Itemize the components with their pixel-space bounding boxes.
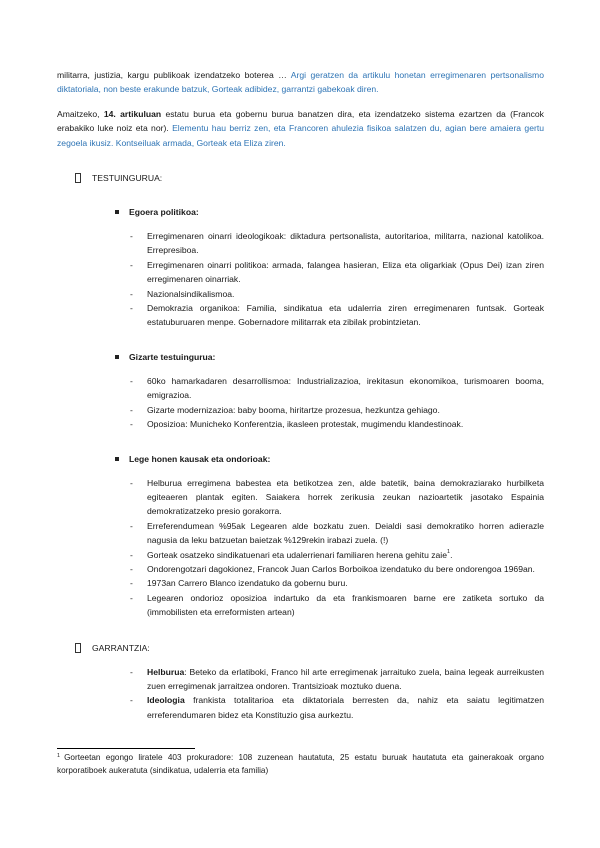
dash-bullet: - [130, 259, 133, 270]
intro-p2-highlight: Elementu hau berriz zen, eta Francoren ahulezia fisikoa salatzen du, agian bere amaiera gertu zegoela ikusiz. Kontseiluak armada, Gorteak eta Eliza ziren. [57, 123, 545, 148]
dash-bullet: - [130, 477, 133, 488]
gizarte-testuingurua-list [57, 374, 544, 432]
document-page [57, 68, 544, 722]
dash-bullet: - [130, 231, 133, 242]
list-item-text: : Beteko da erlatiboki, Franco hil arte erregimenak jarraituko zuela, baina legeak aurreikusten zuen erregimenak jarraitzea ondoren. Trantsizioak moztuko duena. [147, 666, 544, 691]
square-bullet-icon [115, 355, 119, 359]
dash-bullet: - [130, 549, 133, 560]
footnote-text: Gorteetan egongo liratele 403 prokuradore: 108 zuzenean hautatuta, 25 estatu buruak hautatuta eta gainerakoak organo korporatiboek aukeratuta (sindikatua, udalerria eta familia) [57, 753, 544, 775]
subsection-kausak-ondorioak-heading [57, 452, 544, 466]
dash-bullet: - [130, 375, 133, 386]
square-bullet-icon [115, 210, 119, 214]
list-item-text: 1973an Carrero Blanco izendatuko da gobernu buru. [147, 578, 348, 589]
list-item [57, 287, 544, 301]
list-item [57, 403, 544, 417]
checkbox-bullet-icon [75, 173, 81, 183]
dash-bullet: - [130, 578, 133, 589]
garrantzia-list [57, 665, 544, 723]
list-item [57, 229, 544, 258]
section-title: TESTUINGURUA: [92, 173, 163, 184]
list-item-bold: Ideologia [147, 695, 185, 706]
subsection-title: Lege honen kausak eta ondorioak: [129, 453, 271, 464]
list-item-text: Nazionalsindikalismoa. [147, 288, 235, 299]
intro-p1-highlight: Argi geratzen da artikulu honetan erregimenaren pertsonalismo diktatoriala, non beste erakunde batzuk, Gorteak adibidez, garrantzi gabekoak diren. [57, 70, 544, 95]
square-bullet-icon [115, 457, 119, 461]
list-item-text: Helburua erregimena babestea eta betikotzea zen, alde batetik, baina demokraziarako hurbilketa egiteaeren plantak egiten. Saiakera horrek zerikusia zeukan nazioartetik jasotako Espainia demokratizatzeko presio gorakorra. [147, 477, 544, 517]
list-item-text: Demokrazia organikoa: Familia, sindikatua eta udalerria ziren erregimenaren funtsak. Gorteak estatuburuaren menpe. Gobernadore militarrak eta zibilak probintzietan. [147, 303, 544, 328]
subsection-egoera-politikoa-heading [57, 205, 544, 219]
egoera-politikoa-list [57, 229, 544, 330]
dash-bullet: - [130, 520, 133, 531]
footnote-separator [57, 748, 195, 749]
list-item-text: Legearen ondorioz oposizioa indartuko da eta frankismoaren barne ere zatiketa sortuko da (immobilisten eta erreformisten artean) [147, 592, 544, 618]
kausak-ondorioak-list [57, 476, 544, 620]
section-testuingurua-heading [57, 171, 544, 185]
list-item [57, 258, 544, 287]
subsection-title: Gizarte testuingurua: [129, 351, 216, 362]
dash-bullet: - [130, 695, 133, 706]
list-item: - Gorteak osatzeko sindikatuenari eta udalerrienari familiaren herena gehitu zaie$^1$. [57, 548, 544, 562]
dash-bullet: - [130, 666, 133, 677]
list-item [57, 665, 544, 694]
list-item [57, 562, 544, 576]
section-title: GARRANTZIA: [92, 642, 150, 653]
intro-paragraph-2 [57, 107, 544, 150]
dash-bullet: - [130, 419, 133, 430]
intro-p2-start: Amaitzeko, [57, 108, 104, 119]
checkbox-bullet-icon [75, 643, 81, 653]
list-item [57, 374, 544, 403]
intro-p1-text: militarra, justizia, kargu publikoak izendatzeko boterea … [57, 70, 291, 80]
list-item-text: Ondorengotzari dagokionez, Francok Juan Carlos Borboikoa izendatuko du bere ondorengoa 1969an. [147, 563, 535, 574]
list-item [57, 693, 544, 722]
dash-bullet: - [130, 563, 133, 574]
dash-bullet: - [130, 288, 133, 299]
dash-bullet: - [130, 592, 133, 603]
list-item-text: frankista totalitarioa eta diktatoriala berresten da, nahiz eta saiatu legitimatzen erreferendumaren bidez eta Konstituzio gisa aurkeztu. [147, 695, 544, 720]
list-item [57, 576, 544, 590]
section-garrantzia-heading [57, 641, 544, 655]
list-item [57, 417, 544, 431]
subsection-title: Egoera politikoa: [129, 207, 199, 218]
intro-p2-middle: estatu burua eta gobernu burua banatzen dira, eta izendatzeko sistema ezartzen da (Francok erabakiko luke noiz eta nor). [57, 108, 544, 134]
list-item [57, 301, 544, 330]
intro-p2-bold: 14. artikuluan [103, 108, 162, 119]
list-item-text: Erreferendumean %95ak Legearen alde bozkatu zuen. Deialdi sasi demokratiko horren adierazle nagusia da leku batzuetan baietzak %129rekin irabazi zuela. (!) [147, 520, 544, 546]
list-item-text: Erregimenaren oinarri ideologikoak: diktadura pertsonalista, autoritarioa, militarra, nazional katolikoa. Errepresiboa. [147, 231, 544, 256]
intro-paragraph-1 [57, 68, 544, 97]
list-item-text: Gorteak osatzeko sindikatuenari eta udalerrienari familiaren herena gehitu zaie [147, 549, 448, 560]
dash-bullet: - [130, 404, 133, 415]
footnote [57, 752, 544, 777]
list-item-text: Gizarte modernizazioa: baby booma, hiritartze prozesua, hezkuntza gehiago. [147, 404, 440, 415]
subsection-gizarte-testuingurua-heading [57, 350, 544, 364]
list-item [57, 519, 544, 548]
list-item [57, 476, 544, 519]
list-item [57, 591, 544, 620]
dash-bullet: - [130, 303, 133, 314]
list-item-text: 60ko hamarkadaren desarrollismoa: Industrializazioa, irekitasun ekonomikoa, turismoaren booma, emigrazioa. [147, 375, 544, 401]
list-item-text: Oposizioa: Municheko Konferentzia, ikasleen protestak, mugimendu klandestinoak. [147, 419, 464, 430]
footnote-number: 1 [57, 753, 61, 759]
footnote-reference: 1 [447, 548, 451, 555]
list-item-bold: Helburua [147, 666, 185, 677]
list-item-text: Erregimenaren oinarri politikoa: armada, falangea hasieran, Eliza eta oligarkiak (Opus Dei) izan ziren erregimenaren oinarriak. [147, 259, 544, 285]
